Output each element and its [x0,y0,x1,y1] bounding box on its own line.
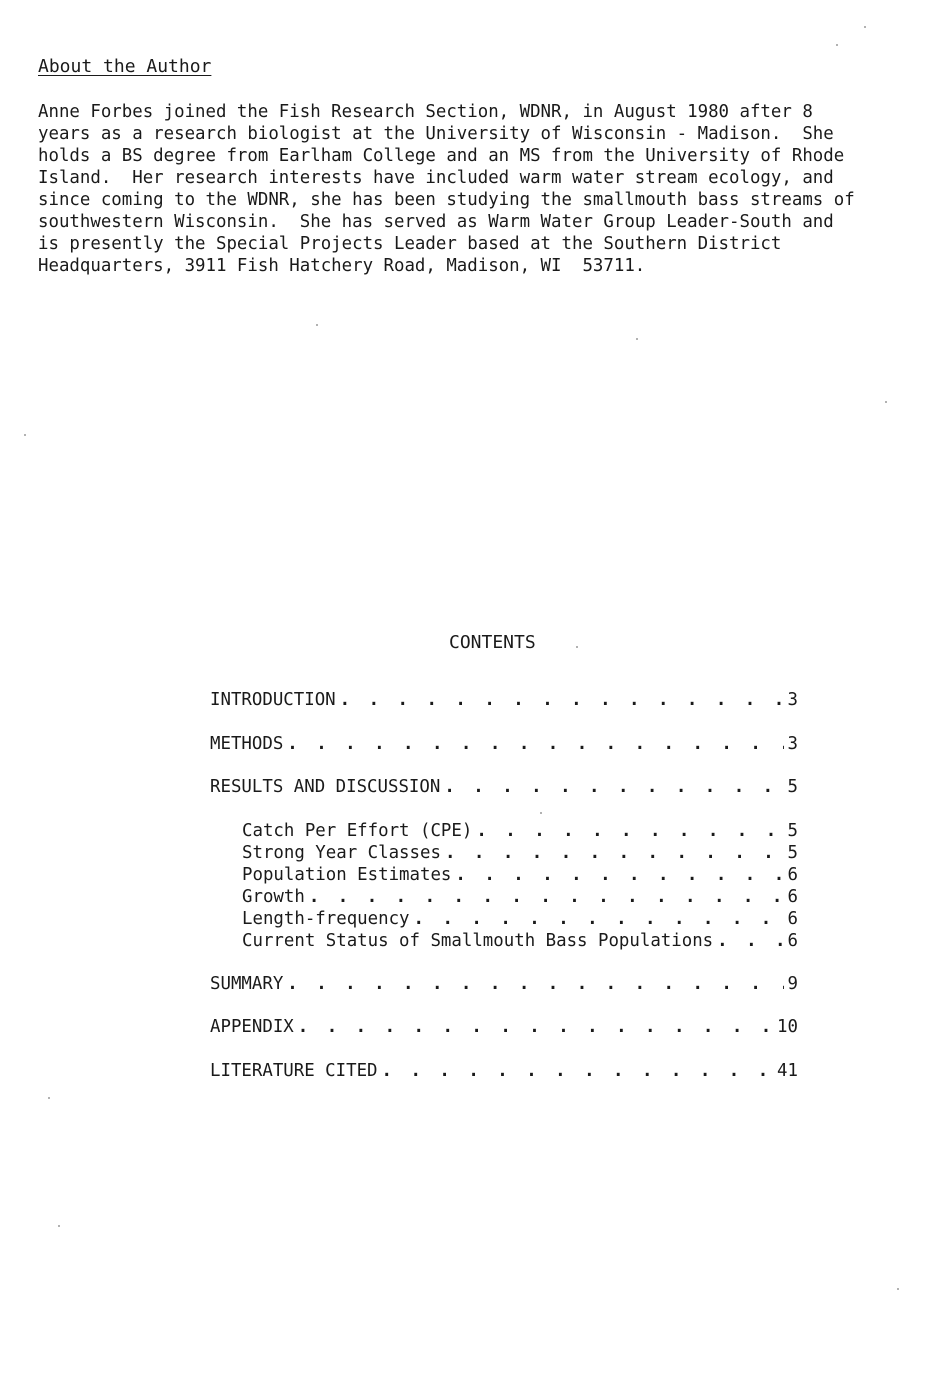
bio-line: is presently the Special Projects Leader based at the Southern District [38,234,782,254]
scan-speck [636,338,638,340]
contents-title: CONTENTS [449,632,536,653]
toc-entry-appendix [210,1016,798,1038]
toc-entry-label: METHODS [210,734,284,754]
scan-speck [897,1288,899,1290]
scan-speck [58,1225,60,1227]
toc-entry-page: 6 [787,909,798,929]
toc-entry-page: 3 [787,734,798,754]
toc-entry-label: Current Status of Smallmouth Bass Populations [242,931,714,951]
toc-entry-page: 6 [787,865,798,885]
toc-entry-page: 41 [777,1061,798,1081]
toc-entry-growth [242,886,798,908]
toc-entry-catch-per-effort [242,820,798,842]
toc-entry-literature-cited [210,1060,798,1082]
toc-entry-summary [210,973,798,995]
scan-speck [24,434,26,436]
toc-entry-results-and-discussion [210,776,798,798]
toc-entry-page: 10 [777,1017,798,1037]
scan-speck [576,646,578,648]
toc-entry-label: Catch Per Effort (CPE) [242,821,473,841]
bio-line: holds a BS degree from Earlham College and an MS from the University of Rhode [38,146,845,166]
toc-entry-methods [210,733,798,755]
scan-speck [540,812,542,814]
author-biography [38,101,898,277]
toc-leader-dots [414,908,784,930]
toc-entry-label: INTRODUCTION [210,690,336,710]
toc-leader-dots [455,864,783,886]
toc-entry-page: 9 [787,974,798,994]
bio-line: since coming to the WDNR, she has been studying the smallmouth bass streams of [38,190,855,210]
toc-entry-label: RESULTS AND DISCUSSION [210,777,441,797]
toc-entry-page: 5 [787,821,798,841]
bio-line: Headquarters, 3911 Fish Hatchery Road, Madison, WI 53711. [38,256,646,276]
toc-leader-dots [309,886,784,908]
scan-speck [316,324,318,326]
bio-line: years as a research biologist at the University of Wisconsin - Madison. She [38,124,834,144]
toc-leader-dots [340,689,784,711]
toc-entry-page: 3 [787,690,798,710]
toc-entry-introduction [210,689,798,711]
toc-leader-dots [445,842,784,864]
scan-speck [48,1097,50,1099]
bio-line: Anne Forbes joined the Fish Research Section, WDNR, in August 1980 after 8 [38,102,813,122]
toc-leader-dots [476,820,783,842]
toc-leader-dots [382,1060,774,1082]
toc-entry-label: Population Estimates [242,865,452,885]
toc-entry-label: SUMMARY [210,974,284,994]
toc-leader-dots [717,930,783,952]
toc-entry-label: Growth [242,887,305,907]
toc-entry-current-status [242,930,798,952]
toc-entry-page: 6 [787,887,798,907]
toc-entry-label: Strong Year Classes [242,843,441,863]
toc-entry-length-frequency [242,908,798,930]
toc-entry-page: 5 [787,777,798,797]
scan-speck [836,44,838,46]
bio-line: Island. Her research interests have included warm water stream ecology, and [38,168,834,188]
toc-entry-label: APPENDIX [210,1017,294,1037]
toc-entry-label: LITERATURE CITED [210,1061,378,1081]
toc-leader-dots [444,776,783,798]
toc-leader-dots [287,733,783,755]
scan-speck [864,26,866,28]
toc-entry-population-estimates [242,864,798,886]
toc-leader-dots [287,973,783,995]
toc-entry-label: Length-frequency [242,909,410,929]
toc-entry-page: 5 [787,843,798,863]
toc-entry-page: 6 [787,931,798,951]
bio-line: southwestern Wisconsin. She has served as Warm Water Group Leader-South and [38,212,834,232]
toc-leader-dots [298,1016,773,1038]
scan-speck [885,401,887,403]
toc-entry-strong-year-classes [242,842,798,864]
about-author-heading: About the Author [38,56,212,77]
